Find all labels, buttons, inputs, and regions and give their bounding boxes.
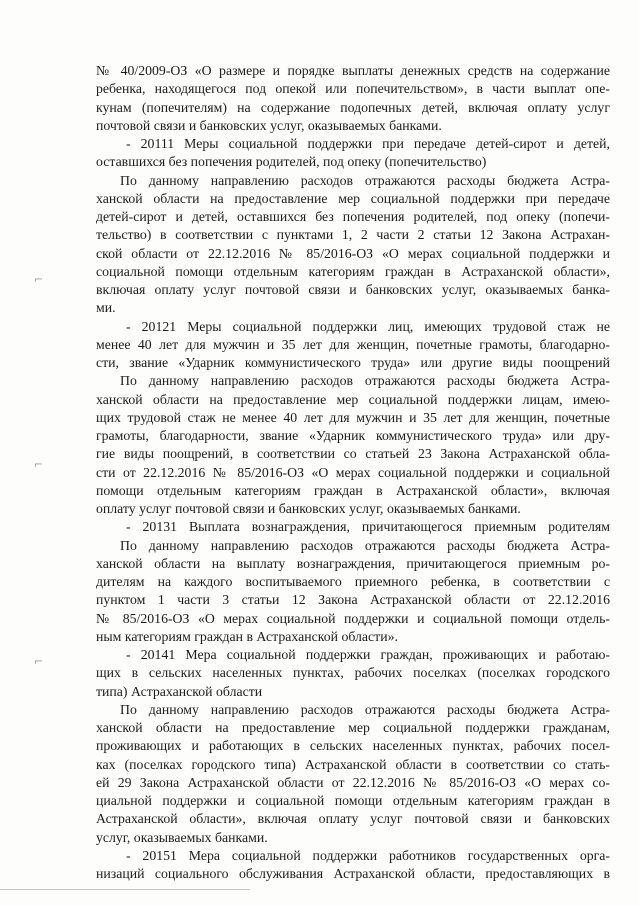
text-line: - 20151 Мера социальной поддержки работников государственных орга- bbox=[126, 847, 610, 863]
text-line: ках (поселках городского типа) Астраханской области в соответствии со стать- bbox=[96, 756, 610, 772]
text-line: услуг, оказываемых банками. bbox=[96, 829, 268, 845]
text-line: - 20131 Выплата вознаграждения, причитающегося приемным родителям bbox=[126, 519, 610, 535]
text-line: ей 29 Закона Астраханской области от 22.12.2016 № 85/2016-ОЗ «О мерах со- bbox=[96, 774, 610, 790]
text-line: - 20141 Мера социальной поддержки граждан, проживающих и работаю- bbox=[126, 647, 610, 662]
text-line: включая оплату услуг почтовой связи и банковских услуг, оказываемых банка- bbox=[96, 282, 610, 297]
margin-mark-icon: ⌐ bbox=[34, 655, 44, 668]
text-line: щих в сельских населенных пунктах, рабочих поселках (поселках городского bbox=[96, 665, 610, 681]
text-line: ным категориям граждан в Астраханской области». bbox=[96, 628, 398, 644]
text-line: - 20111 Меры социальной поддержки при передаче детей-сирот и детей, bbox=[126, 136, 610, 151]
text-line: ми. bbox=[96, 300, 116, 316]
text-line: циальной поддержки и социальной помощи отдельным категориям граждан в bbox=[96, 793, 610, 808]
text-line: детей-сирот и детей, оставшихся без попечения родителей, под опеку (попечи- bbox=[96, 209, 610, 224]
text-line: ской области от 22.12.2016 № 85/2016-ОЗ «О мерах социальной поддержки и bbox=[96, 245, 610, 261]
text-line: № 85/2016-ОЗ «О мерах социальной поддержки и социальной помощи отдель- bbox=[96, 610, 610, 626]
text-line: почтовой связи и банковских услуг, оказываемых банками. bbox=[96, 117, 442, 133]
text-line: гие виды поощрений, в соответствии со статьей 23 Закона Астраханской обла- bbox=[96, 446, 610, 462]
document-body bbox=[96, 62, 610, 883]
text-line: помощи отдельным категориям граждан в Астраханской области», включая bbox=[96, 482, 610, 498]
text-line: пунктом 1 части 3 статьи 12 Закона Астраханской области от 22.12.2016 bbox=[96, 592, 610, 608]
text-line: - 20121 Меры социальной поддержки лиц, имеющих трудовой стаж не bbox=[126, 318, 610, 334]
text-line: По данному направлению расходов отражаются расходы бюджета Астра- bbox=[120, 172, 610, 188]
text-line: щих трудовой стаж не менее 40 лет для мужчин и 35 лет для женщин, почетные bbox=[96, 409, 610, 425]
text-line: ханской области на предоставление мер социальной поддержки лицам, имею- bbox=[96, 391, 610, 407]
text-line: По данному направлению расходов отражаются расходы бюджета Астра- bbox=[120, 701, 610, 717]
text-line: Астраханской области», включая оплату услуг почтовой связи и банковских bbox=[96, 811, 610, 827]
text-line: сти от 22.12.2016 № 85/2016-ОЗ «О мерах социальной поддержки и социальной bbox=[96, 464, 610, 480]
text-line: сти, звание «Ударник коммунистического труда» или другие виды поощрений bbox=[96, 355, 610, 370]
margin-mark-icon: ⌐ bbox=[34, 273, 44, 286]
text-line: дителям на каждого воспитываемого приемного ребенка, в соответствии с bbox=[96, 574, 610, 589]
text-line: ханской области на предоставление мер социальной поддержки гражданам, bbox=[96, 720, 610, 735]
text-line: По данному направлению расходов отражаются расходы бюджета Астра- bbox=[120, 537, 610, 553]
margin-mark-icon: ⌐ bbox=[34, 458, 44, 471]
text-line: тельство) в соответствии с пунктами 1, 2 части 2 статьи 12 Закона Астрахан- bbox=[96, 227, 610, 243]
text-line: ребенка, находящегося под опекой или попечительством», в части выплат опе- bbox=[96, 81, 610, 97]
text-line: низаций социального обслуживания Астраханской области, предоставляющих в bbox=[96, 866, 610, 881]
text-line: социальной помощи отдельным категориям граждан в Астраханской области», bbox=[96, 263, 610, 279]
text-line: типа) Астраханской области bbox=[96, 683, 263, 699]
text-line: оплату услуг почтовой связи и банковских услуг, оказываемых банками. bbox=[96, 501, 521, 516]
text-line: оставшихся без попечения родителей, под опеку (попечительство) bbox=[96, 154, 487, 170]
text-line: ханской области на предоставление мер социальной поддержки при передаче bbox=[96, 190, 610, 206]
text-line: грамоты, благодарности, звание «Ударник коммунистического труда» или дру- bbox=[96, 428, 610, 443]
text-line: проживающих и работающих в сельских населенных пунктах, рабочих посел- bbox=[96, 738, 610, 754]
text-line: ханской области на выплату вознаграждения, причитающегося приемным ро- bbox=[96, 555, 610, 571]
text-line: № 40/2009-ОЗ «О размере и порядке выплаты денежных средств на содержание bbox=[96, 63, 610, 78]
text-line: По данному направлению расходов отражаются расходы бюджета Астра- bbox=[120, 373, 610, 389]
text-line: менее 40 лет для мужчин и 35 лет для женщин, почетные грамоты, благодарно- bbox=[96, 336, 610, 352]
text-line: кунам (попечителям) на содержание подопечных детей, включая оплату услуг bbox=[96, 99, 610, 115]
page-bottom-rule bbox=[0, 889, 250, 890]
